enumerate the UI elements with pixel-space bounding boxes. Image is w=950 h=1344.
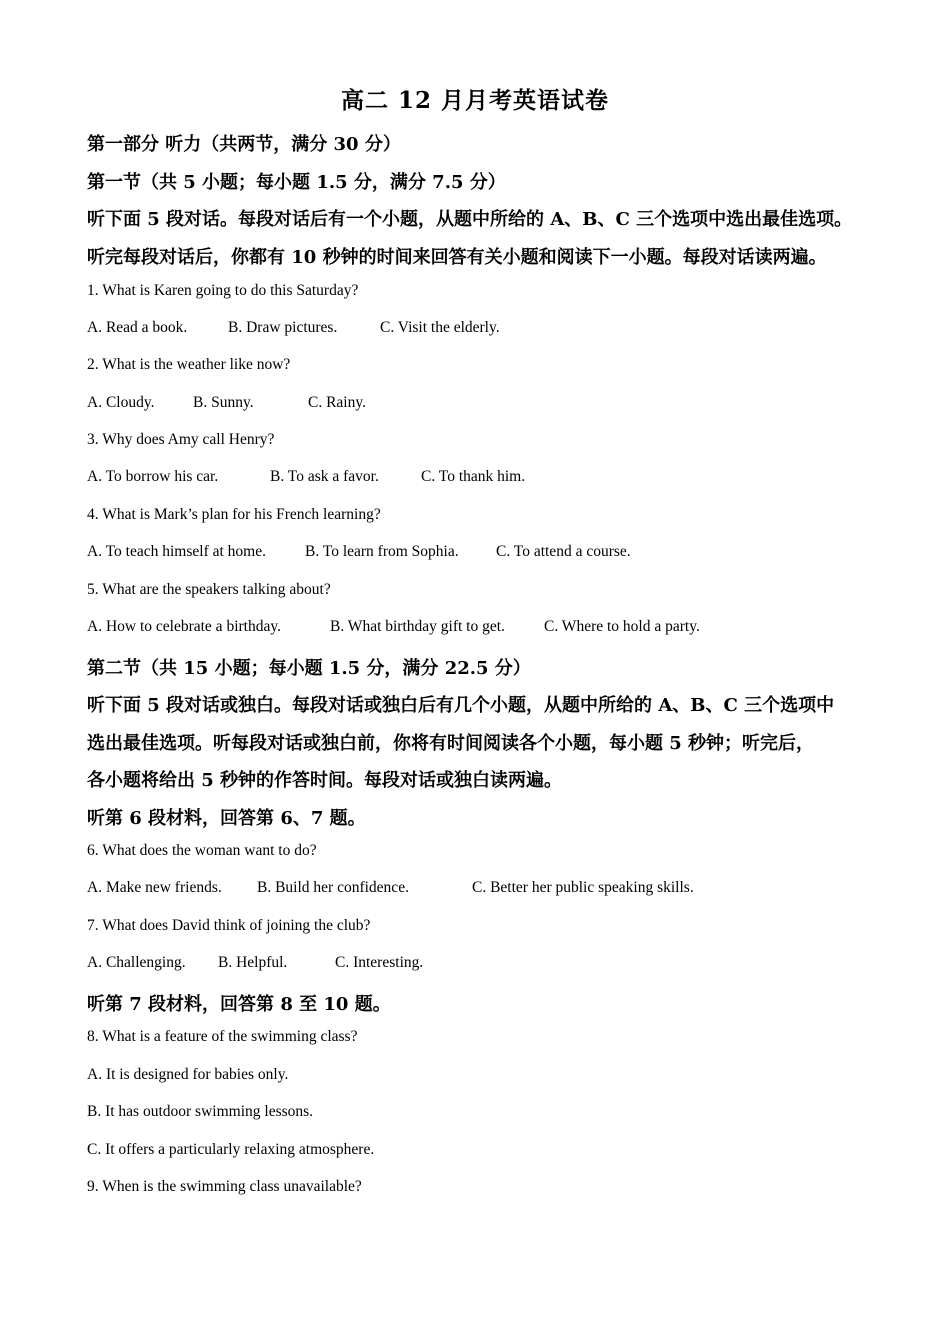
question-4-option-a: A. To teach himself at home. — [87, 543, 266, 560]
section2-heading: 第二节（共 15 小题；每小题 1.5 分，满分 22.5 分） — [87, 658, 531, 679]
question-2-option-b: B. Sunny. — [193, 394, 254, 411]
question-6-option-a: A. Make new friends. — [87, 879, 222, 896]
section1-instruction-line-1: 听下面 5 段对话。每段对话后有一个小题，从题中所给的 A、B、C 三个选项中选出最佳选项。 — [87, 209, 853, 230]
material-6-heading: 听第 6 段材料，回答第 6、7 题。 — [87, 808, 366, 829]
question-5-option-b: B. What birthday gift to get. — [330, 618, 505, 635]
question-8-option-b: B. It has outdoor swimming lessons. — [87, 1103, 314, 1120]
section1-instruction-line-2: 听完每段对话后，你都有 10 秒钟的时间来回答有关小题和阅读下一小题。每段对话读两遍。 — [87, 247, 827, 268]
question-8-option-c: C. It offers a particularly relaxing atmosphere. — [87, 1141, 375, 1158]
question-6-option-b: B. Build her confidence. — [257, 879, 409, 896]
section2-instruction-line-1: 听下面 5 段对话或独白。每段对话或独白后有几个小题，从题中所给的 A、B、C 三个选项中 — [87, 695, 835, 716]
question-1-option-c: C. Visit the elderly. — [380, 319, 500, 336]
question-3: 3. Why does Amy call Henry? — [87, 431, 275, 448]
question-1-option-b: B. Draw pictures. — [228, 319, 338, 336]
question-7-option-c: C. Interesting. — [335, 954, 424, 971]
question-8: 8. What is a feature of the swimming class? — [87, 1028, 358, 1045]
question-5: 5. What are the speakers talking about? — [87, 581, 331, 598]
question-7-option-b: B. Helpful. — [218, 954, 288, 971]
question-6-option-c: C. Better her public speaking skills. — [472, 879, 694, 896]
question-5-option-a: A. How to celebrate a birthday. — [87, 618, 281, 635]
section2-instruction-line-3: 各小题将给出 5 秒钟的作答时间。每段对话或独白读两遍。 — [87, 770, 563, 791]
question-3-option-a: A. To borrow his car. — [87, 468, 219, 485]
question-4: 4. What is Mark’s plan for his French learning? — [87, 506, 381, 523]
question-1-option-a: A. Read a book. — [87, 319, 188, 336]
question-2-option-c: C. Rainy. — [308, 394, 366, 411]
question-9: 9. When is the swimming class unavailable? — [87, 1178, 362, 1195]
question-3-option-b: B. To ask a favor. — [270, 468, 379, 485]
question-2: 2. What is the weather like now? — [87, 356, 291, 373]
question-4-option-b: B. To learn from Sophia. — [305, 543, 459, 560]
question-5-option-c: C. Where to hold a party. — [544, 618, 700, 635]
question-7-option-a: A. Challenging. — [87, 954, 186, 971]
section1-heading: 第一节（共 5 小题；每小题 1.5 分，满分 7.5 分） — [87, 172, 506, 193]
question-7: 7. What does David think of joining the club? — [87, 917, 371, 934]
part1-heading: 第一部分 听力（共两节，满分 30 分） — [87, 134, 401, 155]
question-1: 1. What is Karen going to do this Saturday? — [87, 282, 359, 299]
question-4-option-c: C. To attend a course. — [496, 543, 631, 560]
material-7-heading: 听第 7 段材料，回答第 8 至 10 题。 — [87, 994, 391, 1015]
question-2-option-a: A. Cloudy. — [87, 394, 155, 411]
question-3-option-c: C. To thank him. — [421, 468, 526, 485]
page-title: 高二 12 月月考英语试卷 — [340, 87, 610, 114]
question-8-option-a: A. It is designed for babies only. — [87, 1066, 289, 1083]
section2-instruction-line-2: 选出最佳选项。听每段对话或独白前，你将有时间阅读各个小题，每小题 5 秒钟；听完后， — [87, 733, 815, 754]
question-6: 6. What does the woman want to do? — [87, 842, 317, 859]
